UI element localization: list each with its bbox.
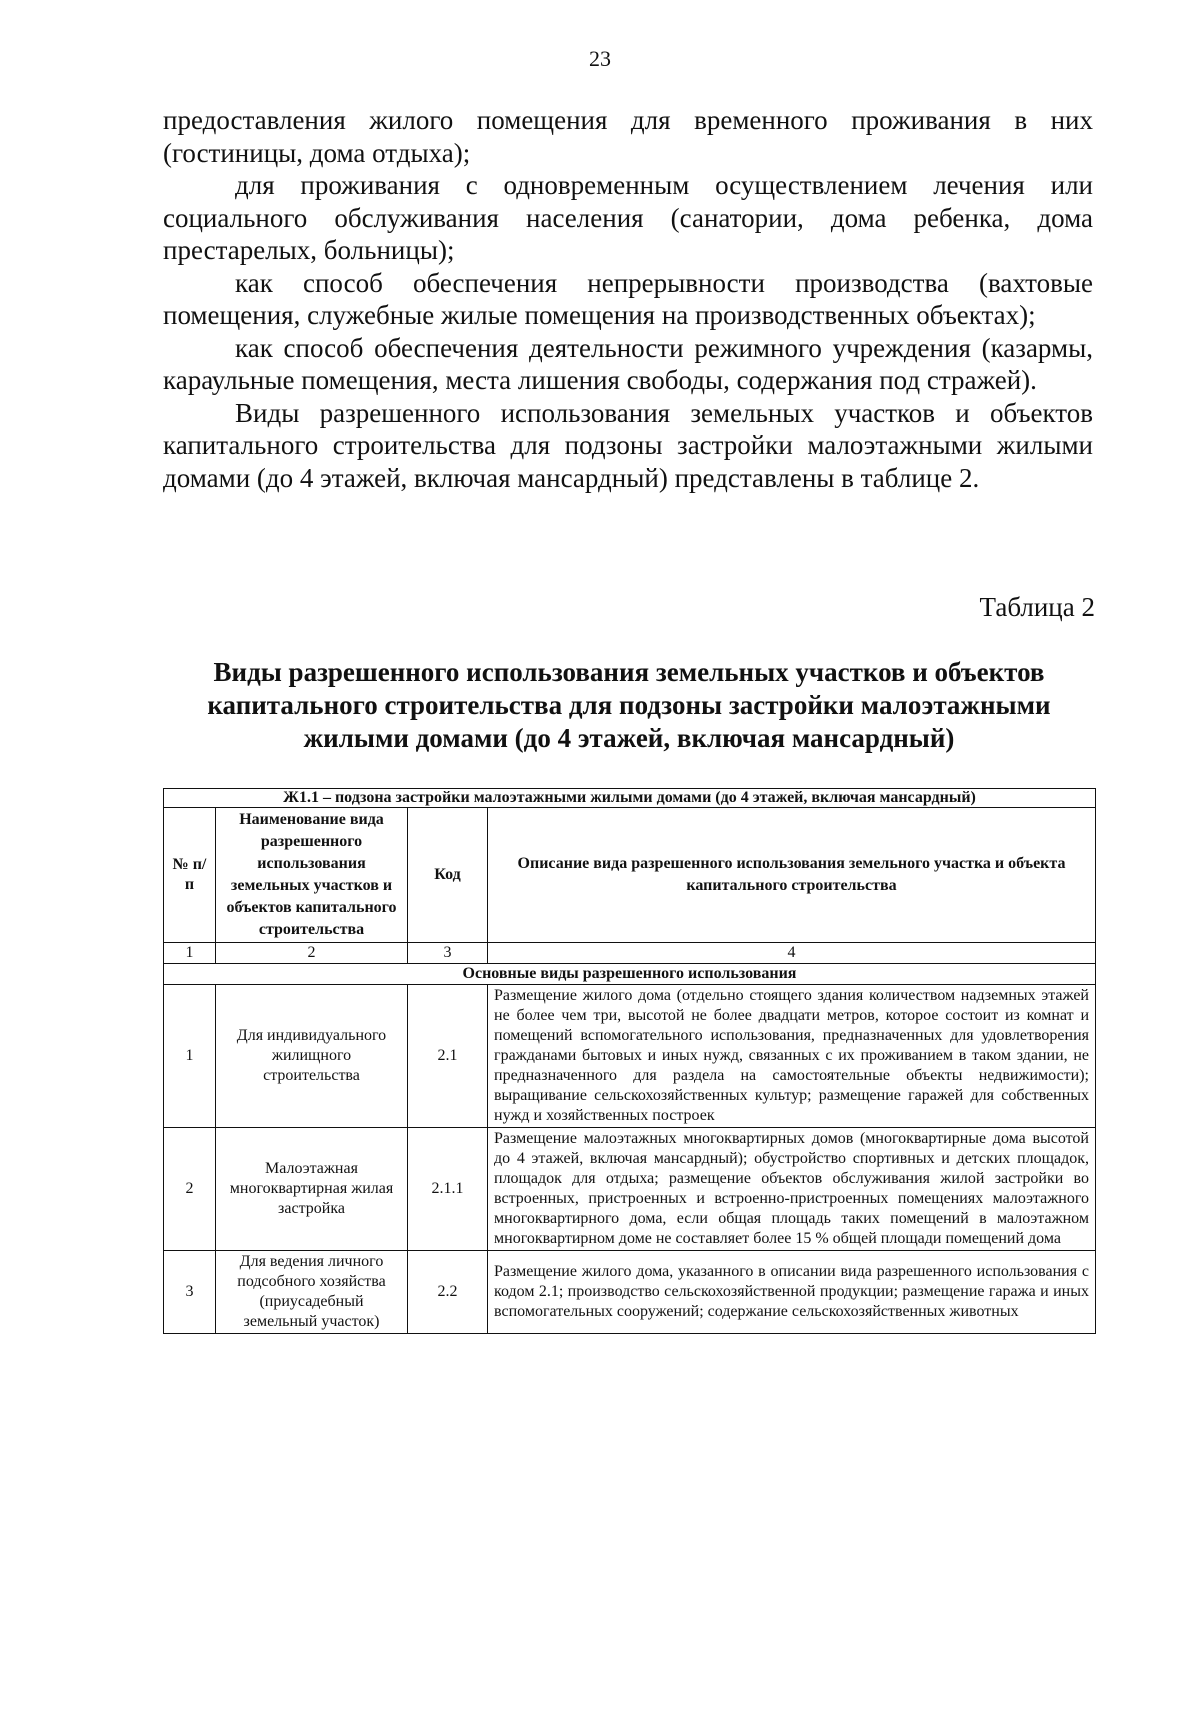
row-num: 1	[164, 985, 216, 1128]
column-number: 3	[408, 943, 488, 964]
group-title: Основные виды разрешенного использования	[164, 964, 1096, 985]
group-title-row	[164, 964, 1096, 985]
section-title: Виды разрешенного использования земельных участков и объектов капитального строительства для подзоны застройки малоэтажными жилыми домами (до 4 этажей, включая мансардный)	[207, 657, 1051, 753]
row-name: Для ведения личного подсобного хозяйства (приусадебный земельный участок)	[216, 1251, 408, 1334]
column-number: 4	[488, 943, 1096, 964]
header-row	[164, 808, 1096, 943]
zone-title-row	[164, 789, 1096, 808]
row-num: 2	[164, 1128, 216, 1251]
row-description: Размещение жилого дома (отдельно стоящего здания количеством надземных этажей не более чем три, высотой не более двадцати метров, которое состоит из комнат и помещений вспомогательного использования, предназначенных для удовлетворения гражданами бытовых и иных нужд, связанных с их проживанием в таком здании, не предназначенного для раздела на самостоятельные объекты недвижимости); выращивание сельскохозяйственных культур; размещение гаражей для собственных нужд и хозяйственных построек	[488, 985, 1096, 1128]
row-code: 2.1.1	[408, 1128, 488, 1251]
row-num: 3	[164, 1251, 216, 1334]
table-caption: Таблица 2	[979, 592, 1095, 622]
zone-title: Ж1.1 – подзона застройки малоэтажными жилыми домами (до 4 этажей, включая мансардный)	[164, 789, 1096, 808]
page-number: 23	[589, 46, 611, 71]
paragraph: как способ обеспечения деятельности режимного учреждения (казармы, караульные помещения, места лишения свободы, содержания под стражей).	[163, 332, 1093, 395]
row-name: Малоэтажная многоквартирная жилая застройка	[216, 1128, 408, 1251]
table-row	[164, 1251, 1096, 1334]
paragraph: как способ обеспечения непрерывности производства (вахтовые помещения, служебные жилые помещения на производственных объектах);	[163, 267, 1093, 330]
row-description: Размещение малоэтажных многоквартирных домов (многоквартирные дома высотой до 4 этажей, включая мансардный); обустройство спортивных и детских площадок, площадок для отдыха; размещение объектов обслуживания жилой застройки во встроенных, пристроенных и встроенно-пристроенных помещениях малоэтажного многоквартирного дома, если общая площадь таких помещений в малоэтажном многоквартирном доме не составляет более 15 % общей площади помещений дома	[488, 1128, 1096, 1251]
header-description: Описание вида разрешенного использования земельного участка и объекта капитального строительства	[488, 808, 1096, 943]
paragraph: предоставления жилого помещения для временного проживания в них (гостиницы, дома отдыха);	[163, 105, 1093, 168]
paragraph: для проживания с одновременным осуществлением лечения или социального обслуживания населения (санатории, дома ребенка, дома престарелых, больницы);	[163, 170, 1093, 265]
column-number: 1	[164, 943, 216, 964]
header-code: Код	[408, 808, 488, 943]
table-row	[164, 1128, 1096, 1251]
row-code: 2.2	[408, 1251, 488, 1334]
column-number: 2	[216, 943, 408, 964]
header-num: № п/п	[164, 808, 216, 943]
paragraph: Виды разрешенного использования земельных участков и объектов капитального строительства для подзоны застройки малоэтажными жилыми домами (до 4 этажей, включая мансардный) представлены в таблице 2.	[163, 397, 1093, 493]
body-text	[163, 104, 1093, 494]
header-name: Наименование вида разрешенного использования земельных участков и объектов капитального строительства	[216, 808, 408, 943]
column-number-row	[164, 943, 1096, 964]
table-row	[164, 985, 1096, 1128]
row-description: Размещение жилого дома, указанного в описании вида разрешенного использования с кодом 2.1; производство сельскохозяйственной продукции; размещение гаража и иных вспомогательных сооружений; содержание сельскохозяйственных животных	[488, 1251, 1096, 1334]
land-use-table	[163, 788, 1096, 1334]
row-code: 2.1	[408, 985, 488, 1128]
row-name: Для индивидуального жилищного строительства	[216, 985, 408, 1128]
